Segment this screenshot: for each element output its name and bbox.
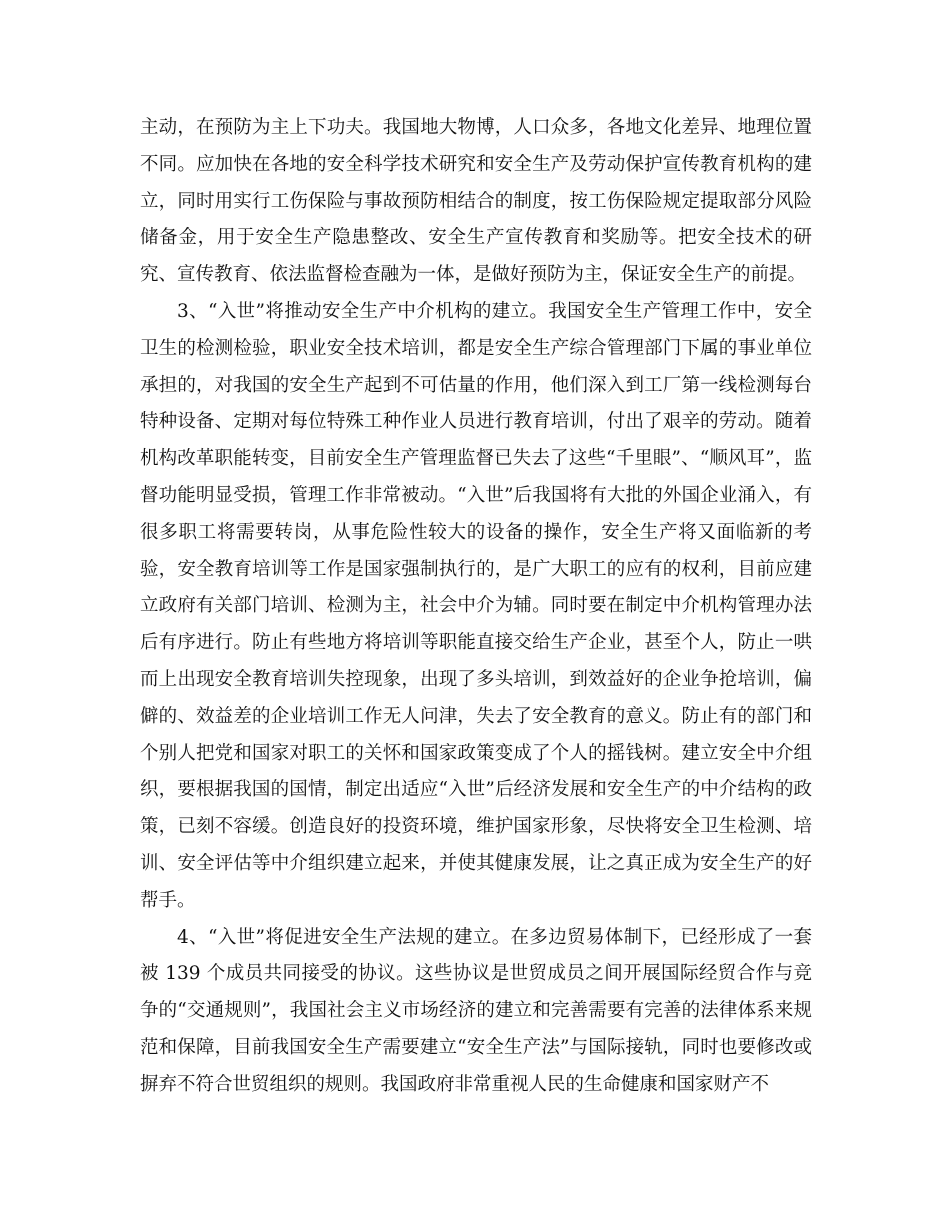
paragraph-1: 主动，在预防为主上下功夫。我国地大物博，人口众多，各地文化差异、地理位置不同。应加快在各地的安全科学技术研究和安全生产及劳动保护宣传教育机构的建立，同时用实行工伤保险与事故预防相结合的制度，按工伤保险规定提取部分风险储备金，用于安全生产隐患整改、安全生产宣传教育和奖励等。把安全技术的研究、宣传教育、依法监督检查融为一体，是做好预防为主，保证安全生产的前提。: [140, 117, 812, 286]
paragraph-3: 4、“入世”将促进安全生产法规的建立。在多边贸易体制下，已经形成了一套被 139 个成员共同接受的协议。这些协议是世贸成员之间开展国际经贸合作与竞争的“交通规则”，我国社会主义市场经济的建立和完善需要有完善的法律体系来规范和保障，目前我国安全生产需要建立“安全生产法”与国际接轨，同时也要修改或摒弃不符合世贸组织的规则。我国政府非常重视人民的生命健康和国家财产不: [140, 926, 812, 1095]
body-text: [140, 110, 812, 1104]
paragraph-2: 3、“入世”将推动安全生产中介机构的建立。我国安全生产管理工作中，安全卫生的检测检验，职业安全技术培训，都是安全生产综合管理部门下属的事业单位承担的，对我国的安全生产起到不可估量的作用，他们深入到工厂第一线检测每台特种设备、定期对每位特殊工种作业人员进行教育培训，付出了艰辛的劳动。随着机构改革职能转变，目前安全生产管理监督已失去了这些“千里眼”、“顺风耳”，监督功能明显受损，管理工作非常被动。“入世”后我国将有大批的外国企业涌入，有很多职工将需要转岗，从事危险性较大的设备的操作，安全生产将又面临新的考验，安全教育培训等工作是国家强制执行的，是广大职工的应有的权利，目前应建立政府有关部门培训、检测为主，社会中介为辅。同时要在制定中介机构管理办法后有序进行。防止有些地方将培训等职能直接交给生产企业，甚至个人，防止一哄而上出现安全教育培训失控现象，出现了多头培训，到效益好的企业争抢培训，偏僻的、效益差的企业培训工作无人问津，失去了安全教育的意义。防止有的部门和个别人把党和国家对职工的关怀和国家政策变成了个人的摇钱树。建立安全中介组织，要根据我国的国情，制定出适应“入世”后经济发展和安全生产的中介结构的政策，已刻不容缓。创造良好的投资环境，维护国家形象，尽快将安全卫生检测、培训、安全评估等中介组织建立起来，并使其健康发展，让之真正成为安全生产的好帮手。: [140, 300, 812, 911]
